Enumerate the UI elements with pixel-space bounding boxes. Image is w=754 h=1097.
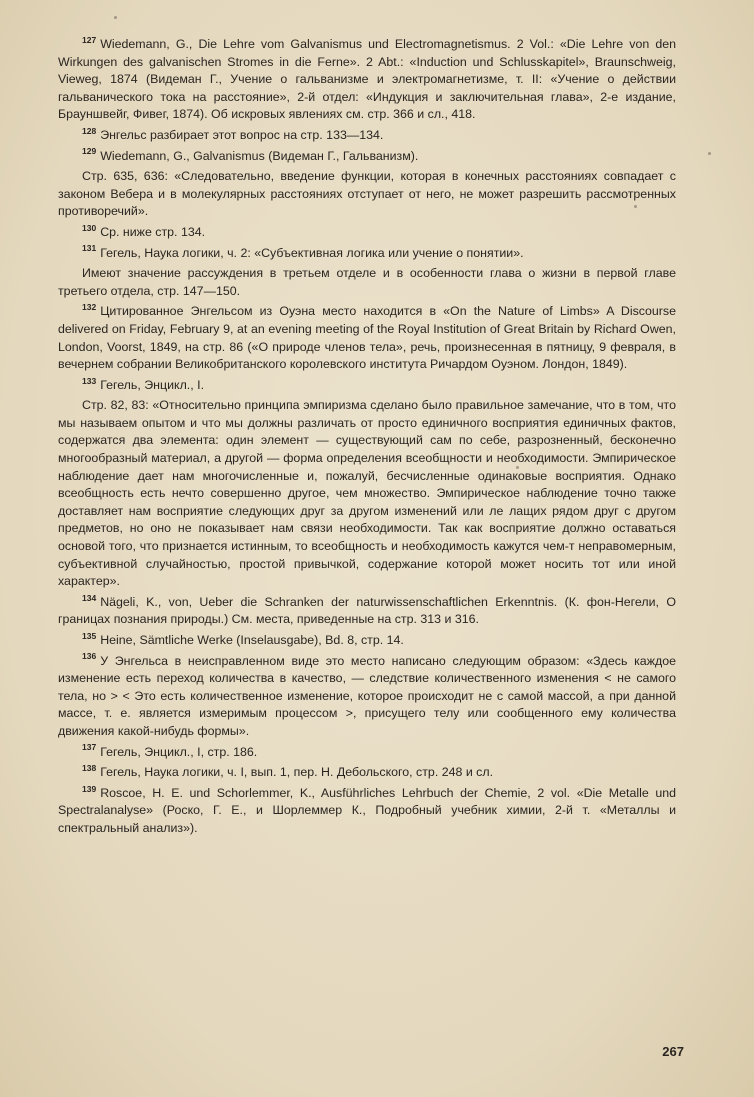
- footnote: [58, 148, 676, 166]
- footnote-text: Энгельс разбирает этот вопрос на стр. 133—134.: [100, 127, 384, 142]
- footnote-text: Wiedemann, G., Die Lehre vom Galvanismus und Electromagnetismus. 2 Vol.: «Die Lehre von den Wirkungen des galvanischen Stromes in die Ferne». 2 Abt.: «Induction und Schlusskapitel», Braunschweig, Vieweg, 1874 (Видеман Г., Учение о гальванизме и электромагнетизме, т. II: «Учение о действии гальванического тока на расстояние», 2-й отдел: «Индукция и заключительная глава», 2-е издание, Брауншвейг, Фивег, 1874). Об искровых явлениях см. стр. 366 и сл., 418.: [58, 37, 676, 122]
- footnote: [58, 744, 676, 762]
- page-speck: [114, 16, 117, 19]
- footnote-text: Roscoe, H. E. und Schorlemmer, K., Ausführliches Lehrbuch der Chemie, 2 vol. «Die Metalle und Spectralanalyse» (Роско, Г. Е., и Шорлеммер К., Подробный учебник химии, 2-й т. «Металлы и спектральный анализ»).: [58, 785, 676, 835]
- footnote: [58, 594, 676, 629]
- footnote: [58, 632, 676, 650]
- footnote-text: Цитированное Энгельсом из Оуэна место находится в «On the Nature of Limbs» A Discourse delivered on Friday, February 9, at an evening meeting of the Royal Institution of Great Britain by Richard Owen, London, Voorst, 1849, на стр. 86 («О природе членов тела», речь, произнесенная в пятницу, 9 февраля, в вечернем собрании Великобританского королевского института Ричардом Оуэном. Лондон, 1849).: [58, 304, 676, 372]
- footnote-number: 131: [82, 243, 97, 254]
- footnote-text: Heine, Sämtliche Werke (Inselausgabe), Bd. 8, стр. 14.: [100, 633, 404, 647]
- footnote-number: 130: [82, 222, 97, 233]
- footnote: [58, 764, 676, 782]
- footnote-number: 135: [82, 630, 97, 641]
- page-number: 267: [662, 1044, 684, 1059]
- footnote: [58, 127, 676, 145]
- footnote-number: 134: [82, 592, 97, 603]
- footnote-text: Wiedemann, G., Galvanismus (Видеман Г., Гальванизм).: [100, 148, 419, 163]
- footnote-number: 136: [82, 651, 97, 662]
- footnote-number: 137: [82, 742, 97, 753]
- footnote-number: 132: [82, 302, 97, 313]
- page-speck: [708, 152, 711, 155]
- footnote: [58, 36, 676, 124]
- footnote-text: Гегель, Энцикл., I, стр. 186.: [100, 744, 258, 759]
- footnote: [58, 785, 676, 838]
- footnote-number: 129: [82, 146, 97, 157]
- footnote-text: Имеют значение рассуждения в третьем отделе и в особенности глава о жизни в первой главе третьего отдела, стр. 147—150.: [58, 266, 676, 298]
- footnote: [58, 303, 676, 373]
- footnote-number: 138: [82, 763, 97, 774]
- footnote: [58, 245, 676, 263]
- footnote-text: Гегель, Энцикл., I.: [100, 377, 205, 392]
- footnote-number: 133: [82, 375, 97, 386]
- footnote-text: Стр. 82, 83: «Относительно принципа эмпиризма сделано было правильное замечание, что в том, что мы называем опытом и что мы должны различать от просто единичного восприятия единичных фактов, содержатся два элемента: один элемент — существующий сам по себе, разрозненный, бесконечно многообразный материал, а другой — форма определения всеобщности и необходимости. Эмпирическое наблюдение дает нам многочисленные и, пожалуй, бесчисленные одинаковые восприятия. Однако всеобщность есть нечто совершенно другое, чем множество. Эмпирическое наблюдение точно также доставляет нам восприятие следующих друг за другом изменений или ле лащих рядом друг с другом предметов, но оно не показывает нам связи необходимости. Так как восприятие должно оставаться основой того, что признается истинным, то всеобщность и необходимость кажутся чем-т неправомерным, субъективной случайностью, простой привычкой, содержание которой может носить тот или иной характер».: [58, 398, 676, 589]
- footnote-text: Гегель, Наука логики, ч. 2: «Субъективная логика или учение о понятии».: [100, 245, 524, 260]
- footnote-number: 128: [82, 125, 97, 136]
- footnote-text: Стр. 635, 636: «Следовательно, введение функции, которая в конечных расстояниях совпадает с законом Вебера и в молекулярных расстояниях отступает от него, не может разрешить рассмотренных противоречий».: [58, 169, 676, 219]
- footnote: [58, 224, 676, 242]
- footnote-text: Ср. ниже стр. 134.: [100, 224, 206, 239]
- footnote-text: Гегель, Наука логики, ч. I, вып. 1, пер. Н. Дебольского, стр. 248 и сл.: [100, 765, 494, 780]
- footnote-text: Nägeli, K., von, Ueber die Schranken der naturwissenschaftlichen Erkenntnis. (К. фон-Негели, О границах познания природы.) См. места, приведенные на стр. 313 и 316.: [58, 594, 676, 627]
- footnote-number: 127: [82, 34, 97, 45]
- footnote-paragraph: [58, 397, 676, 591]
- footnote-text: У Энгельса в неисправленном виде это место написано следующим образом: «Здесь каждое изменение есть переход количества в качество, — следствие количественного изменения < не самого тела, но > < Это есть количественное изменение, которое происходит не с самой массой, а при данной массе, т. е. является измеримым процессом >, присущего телу или сообщенного ему количества движения какой-нибудь формы».: [58, 653, 676, 738]
- footnote-number: 139: [82, 783, 97, 794]
- footnote-paragraph: [58, 168, 676, 221]
- footnotes-body: [58, 36, 676, 841]
- footnote: [58, 653, 676, 741]
- footnote: [58, 377, 676, 395]
- footnote-paragraph: [58, 265, 676, 300]
